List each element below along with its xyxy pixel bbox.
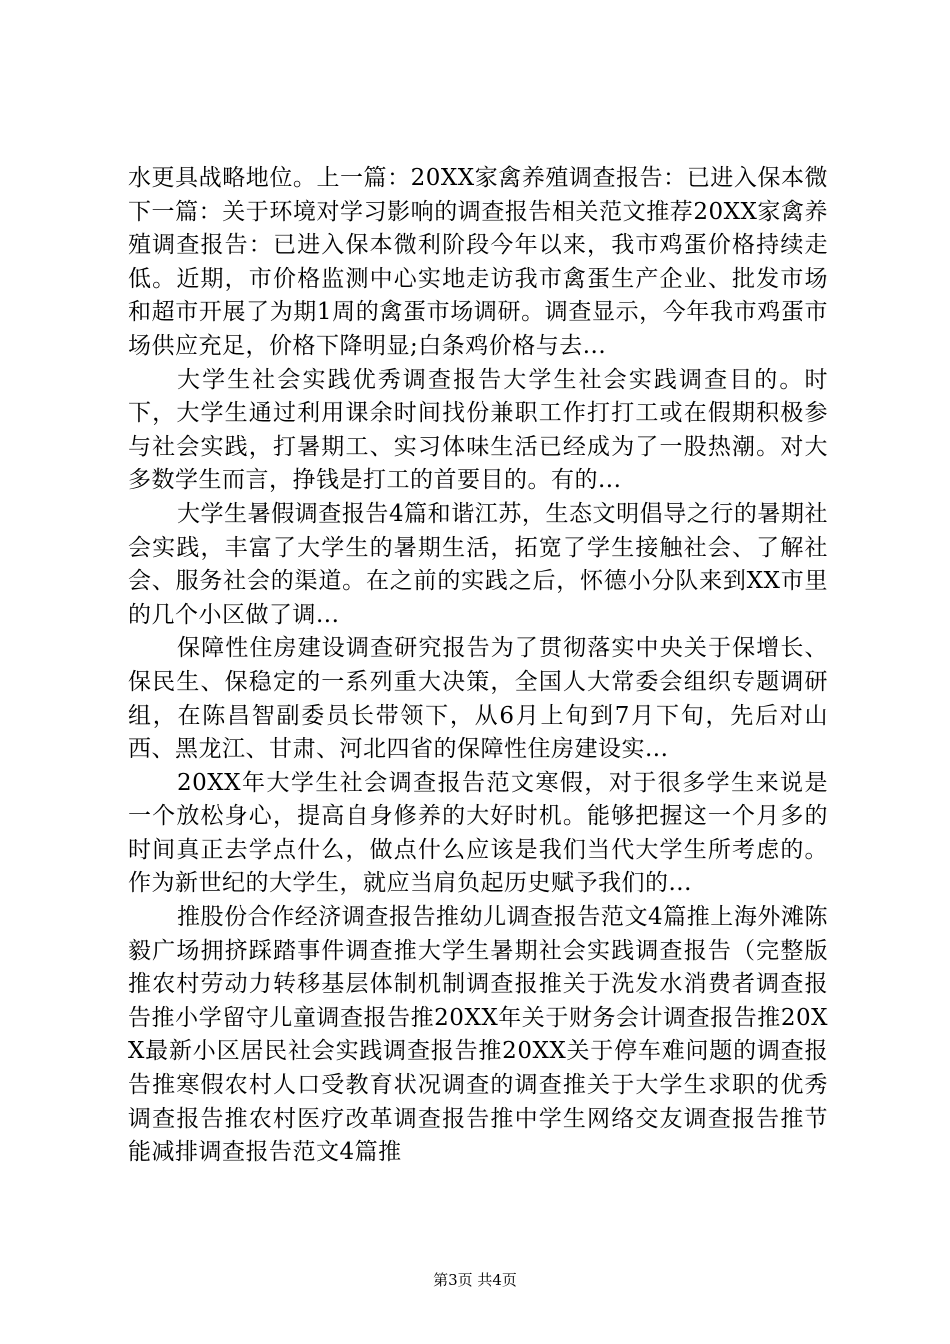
paragraph-recommendations: 推股份合作经济调查报告推幼儿调查报告范文4篇推上海外滩陈毅广场拥挤踩踏事件调查推大学生暑期社会实践调查报告（完整版推农村劳动力转移基层体制机制调查报推关于洗发水消费者调查报告推小学留守儿童调查报告推20XX年关于财务会计调查报告推20XX最新小区居民社会实践调查报告推20XX关于停车难问题的调查报告推寒假农村人口受教育状况调查的调查推关于大学生求职的优秀调查报告推农村医疗改革调查报告推中学生网络交友调查报告推节能减排调查报告范文4篇推	[128, 904, 828, 1166]
paragraph-continuation: 水更具战略地位。上一篇：20XX家禽养殖调查报告：已进入保本微下一篇：关于环境对学习影响的调查报告相关范文推荐20XX家禽养殖调查报告：已进入保本微利阶段今年以来，我市鸡蛋价格持续走低。近期，市价格监测中心实地走访我市禽蛋生产企业、批发市场和超市开展了为期1周的禽蛋市场调研。调查显示，今年我市鸡蛋市场供应充足，价格下降明显;白条鸡价格与去...	[128, 165, 828, 359]
paragraph-summer-report: 大学生暑假调查报告4篇和谐江苏，生态文明倡导之行的暑期社会实践，丰富了大学生的暑期生活，拓宽了学生接触社会、了解社会、服务社会的渠道。在之前的实践之后，怀德小分队来到XX市里的几个小区做了调...	[128, 500, 828, 628]
paragraph-social-survey: 20XX年大学生社会调查报告范文寒假，对于很多学生来说是一个放松身心，提高自身修养的大好时机。能够把握这一个月多的时间真正去学点什么，做点什么应该是我们当代大学生所考虑的。作为新世纪的大学生，就应当肩负起历史赋予我们的...	[128, 769, 828, 897]
paragraph-housing-report: 保障性住房建设调查研究报告为了贯彻落实中央关于保增长、保民生、保稳定的一系列重大决策，全国人大常委会组织专题调研组，在陈昌智副委员长带领下，从6月上旬到7月下旬，先后对山西、黑龙江、甘肃、河北四省的保障性住房建设实...	[128, 635, 828, 763]
paragraph-practice-report: 大学生社会实践优秀调查报告大学生社会实践调查目的。时下，大学生通过利用课余时间找份兼职工作打打工或在假期积极参与社会实践，打暑期工、实习体味生活已经成为了一股热潮。对大多数学生而言，挣钱是打工的首要目的。有的...	[128, 366, 828, 494]
page-number-footer: 第3页 共4页	[433, 1271, 517, 1289]
document-body	[128, 162, 828, 1170]
